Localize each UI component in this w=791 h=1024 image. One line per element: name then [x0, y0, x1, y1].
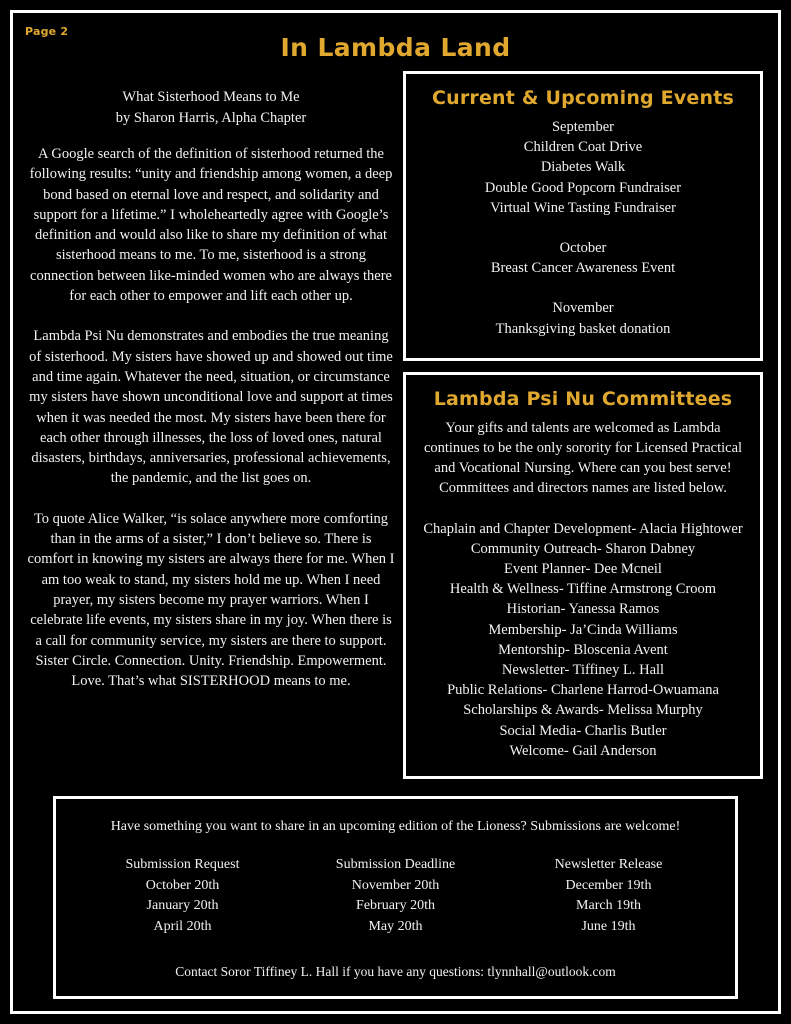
- submissions-date: April 20th: [153, 918, 212, 934]
- submissions-date: October 20th: [145, 877, 220, 893]
- submissions-column: [502, 855, 715, 937]
- committee-entry: Newsletter- Tiffiney L. Hall: [501, 662, 665, 679]
- event-item: Virtual Wine Tasting Fundraiser: [490, 199, 676, 216]
- committee-entry: Chaplain and Chapter Development- Alacia Hightower: [423, 520, 743, 537]
- event-item: Children Coat Drive: [523, 139, 643, 156]
- committee-entry: Scholarships & Awards- Melissa Murphy: [463, 702, 703, 719]
- committee-entry: Health & Wellness- Tiffine Armstrong Croom: [449, 581, 717, 598]
- submissions-column-heading: Submission Deadline: [335, 857, 456, 872]
- event-item: Thanksgiving basket donation: [495, 320, 671, 337]
- article-paragraph: To quote Alice Walker, “is solace anywhere more comforting than in the arms of a sister,” I don’t believe so. There is comfort in knowing my sisters are always there for me. When I am too weak to stand, my sisters hold me up. When I need prayer, my sisters become my prayer warriors. When I celebrate life events, my sisters share in my joy. When there is a call for community service, my sisters are there to support. Sister Circle. Connection. Unity. Friendship. Empowerment. Love. That’s what SISTERHOOD means to me.: [27, 510, 395, 690]
- submissions-date: June 19th: [581, 918, 636, 934]
- submissions-intro: Have something you want to share in an upcoming edition of the Lioness? Submissions are welcome!: [110, 819, 681, 834]
- left-column: [27, 87, 395, 691]
- committee-entry: Event Planner- Dee Mcneil: [504, 561, 662, 578]
- submissions-column: [76, 855, 289, 937]
- events-box: [403, 71, 763, 361]
- events-box-inner: [406, 74, 760, 358]
- committees-title: Lambda Psi Nu Committees: [433, 387, 733, 410]
- submissions-date: March 19th: [576, 898, 641, 913]
- committee-entry: Mentorship- Bloscenia Avent: [498, 641, 668, 658]
- article-byline: by Sharon Harris, Alpha Chapter: [115, 109, 307, 126]
- article-title-line: What Sisterhood Means to Me: [122, 89, 300, 105]
- committee-entry: Membership- Ja’Cinda Williams: [488, 621, 678, 638]
- submissions-box: [53, 796, 738, 999]
- event-item: Double Good Popcorn Fundraiser: [484, 179, 682, 196]
- article-sisterhood: [27, 87, 395, 691]
- submissions-date: December 19th: [565, 877, 652, 893]
- committee-entry: Welcome- Gail Anderson: [509, 742, 657, 759]
- submissions-date: February 20th: [356, 898, 435, 913]
- page-title: In Lambda Land: [280, 33, 511, 62]
- submissions-date: November 20th: [351, 877, 440, 893]
- submissions-date: May 20th: [368, 918, 423, 934]
- submissions-schedule-grid: [76, 855, 715, 937]
- committees-box-inner: [406, 375, 760, 776]
- submissions-date: January 20th: [146, 898, 219, 913]
- committees-spacer: [419, 499, 747, 519]
- event-item: Breast Cancer Awareness Event: [490, 260, 676, 277]
- submissions-column-heading: Submission Request: [125, 857, 240, 872]
- article-paragraph: Lambda Psi Nu demonstrates and embodies the true meaning of sisterhood. My sisters have showed up and showed out time and time again. Whatever the need, situation, or circumstance my sisters have shown unconditional love and support at times when it was needed the most. My sisters have been there for each other through illnesses, the loss of loved ones, natural disasters, birthdays, anniversaries, professional achievements, the pandemic, and the list goes on.: [29, 328, 393, 487]
- committee-entry: Community Outreach- Sharon Dabney: [470, 540, 696, 557]
- page-content: [13, 13, 778, 1011]
- events-month: November: [552, 300, 614, 317]
- events-spacer: [419, 218, 747, 238]
- article-paragraph: A Google search of the definition of sisterhood returned the following results: “unity and friendship among women, a deep bond based on eternal love and respect, and solidarity and support for a lifetime.” I wholeheartedly agree with Google’s definition and would also like to share my definition of what sisterhood means to me. To me, sisterhood is a strong connection between like-minded women who are always there for each other to empower and lift each other up.: [29, 146, 393, 305]
- page-number-label: Page 2: [25, 25, 69, 38]
- submissions-column-heading: Newsletter Release: [554, 857, 663, 872]
- events-month: October: [559, 240, 607, 257]
- submissions-column: [289, 855, 502, 937]
- events-title: Current & Upcoming Events: [431, 87, 735, 109]
- event-item: Diabetes Walk: [540, 159, 626, 176]
- events-month: September: [551, 119, 614, 135]
- committee-entry: Public Relations- Charlene Harrod-Owuamana: [447, 682, 719, 699]
- committee-entry: Historian- Yanessa Ramos: [506, 601, 660, 618]
- article-heading: [27, 87, 395, 128]
- committee-entry: Social Media- Charlis Butler: [499, 722, 667, 739]
- submissions-contact: Contact Soror Tiffiney L. Hall if you have any questions: tlynnhall@outlook.com: [175, 964, 616, 979]
- committees-intro: Your gifts and talents are welcomed as Lambda continues to be the only sorority for Licensed Practical and Vocational Nursing. Where can you best serve! Committees and directors names are listed below.: [423, 419, 743, 497]
- events-spacer: [419, 278, 747, 298]
- right-column: [403, 71, 763, 790]
- committees-box: [403, 372, 763, 779]
